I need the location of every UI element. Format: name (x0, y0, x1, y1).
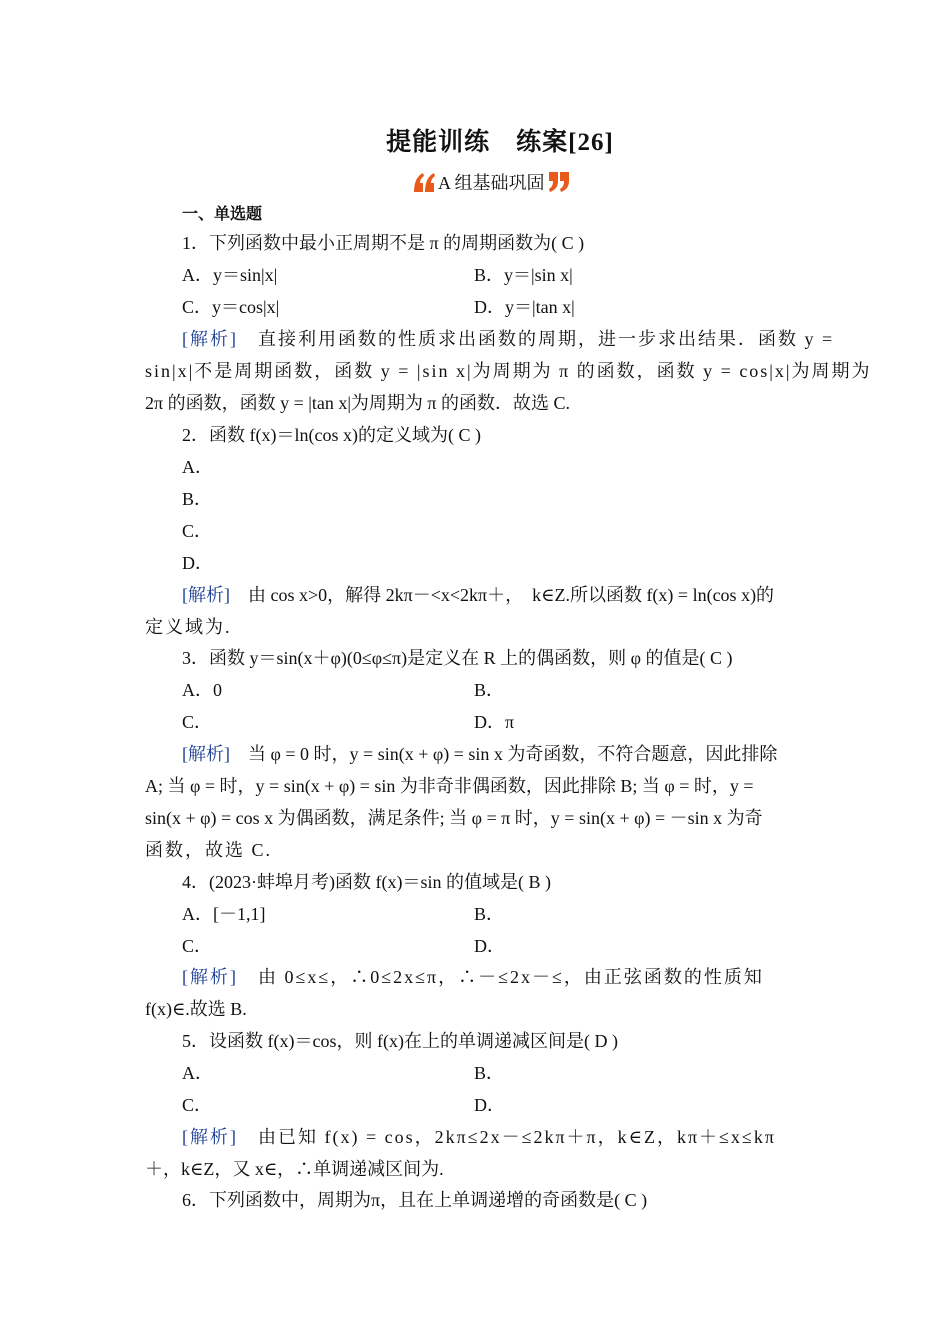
q1-option-d: D．y＝|tan x| (474, 297, 575, 317)
q1-option-b: B．y＝|sin x| (474, 265, 573, 285)
q2-explanation-line: [解析] 由 cos x>0，解得 2kπ－<x<2kπ＋， k∈Z.所以函数 f(x) = ln(cos x)的 (182, 585, 775, 605)
explanation-tag: [解析] (182, 967, 238, 987)
explanation-tag: [解析] (182, 1127, 238, 1147)
q2-option-a: A． (182, 457, 213, 477)
q5-option-a: A． (182, 1063, 213, 1083)
q3-explanation-line: sin(x + φ) = cos x 为偶函数，满足条件; 当 φ = π 时，y = sin(x + φ) = －sin x 为奇 (145, 808, 763, 828)
q3-explanation-line: [解析] 当 φ = 0 时，y = sin(x + φ) = sin x 为奇函数，不符合题意，因此排除 (182, 744, 778, 764)
q4-option-d: D． (474, 936, 505, 956)
q3-option-c: C． (182, 712, 213, 732)
q1-explanation-line: 2π 的函数，函数 y = |tan x|为周期为 π 的函数．故选 C. (145, 393, 571, 413)
open-quote-icon (412, 170, 436, 194)
q3-stem: 3．函数 y＝sin(x＋φ)(0≤φ≤π)是定义在 R 上的偶函数，则 φ 的值是( C ) (182, 648, 733, 668)
q6-stem: 6．下列函数中，周期为π，且在上单调递增的奇函数是( C ) (182, 1190, 648, 1210)
q1-explanation-line: [解析] 直接利用函数的性质求出函数的周期，进一步求出结果．函数 y = (182, 329, 835, 349)
q4-explanation-line: f(x)∈.故选 B. (145, 999, 247, 1019)
page-title: 提能训练 练案[26] (386, 129, 614, 156)
q5-explanation-line: ＋，k∈Z，又 x∈，∴单调递减区间为. (145, 1159, 444, 1179)
q5-explanation-line: [解析] 由已知 f(x) = cos，2kπ≤2x－≤2kπ＋π，k∈Z，kπ＋≤x≤kπ (182, 1127, 776, 1147)
q2-option-d: D． (182, 553, 213, 573)
q3-option-d: D．π (474, 712, 515, 732)
close-quote-icon (547, 170, 571, 194)
q5-option-d: D． (474, 1095, 505, 1115)
q2-option-b: B． (182, 489, 213, 509)
q3-explanation-line: A; 当 φ = 时，y = sin(x + φ) = sin 为非奇非偶函数，因此排除 B; 当 φ = 时，y = (145, 776, 754, 796)
q2-explanation-line: 定义域为. (145, 617, 232, 637)
q3-explanation-line: 函数，故选 C. (145, 840, 273, 860)
group-heading (412, 164, 571, 200)
q4-stem: 4．(2023·蚌埠月考)函数 f(x)＝sin 的值域是( B ) (182, 872, 551, 892)
explanation-tag: [解析] (182, 585, 230, 605)
q5-option-c: C． (182, 1095, 213, 1115)
q2-stem: 2．函数 f(x)＝ln(cos x)的定义域为( C ) (182, 425, 481, 445)
section-heading: 一、单选题 (182, 204, 263, 223)
q4-option-b: B． (474, 904, 505, 924)
q1-stem: 1．下列函数中最小正周期不是 π 的周期函数为( C ) (182, 233, 585, 253)
q1-option-c: C．y＝cos|x| (182, 297, 280, 317)
q1-explanation-line: sin|x|不是周期函数，函数 y = |sin x|为周期为 π 的函数，函数 y = cos|x|为周期为 (145, 361, 872, 381)
q5-stem: 5．设函数 f(x)＝cos，则 f(x)在上的单调递减区间是( D ) (182, 1031, 618, 1051)
q5-option-b: B． (474, 1063, 505, 1083)
q2-option-c: C． (182, 521, 213, 541)
q4-option-a: A．[－1,1] (182, 904, 266, 924)
q1-option-a: A．y＝sin|x| (182, 265, 278, 285)
q4-explanation-line: [解析] 由 0≤x≤，∴0≤2x≤π，∴－≤2x－≤，由正弦函数的性质知 (182, 967, 764, 987)
explanation-tag: [解析] (182, 744, 230, 764)
q4-option-c: C． (182, 936, 213, 956)
q3-option-b: B． (474, 680, 505, 700)
q3-option-a: A．0 (182, 680, 222, 700)
explanation-tag: [解析] (182, 329, 238, 349)
group-label: A 组基础巩固 (438, 173, 545, 193)
